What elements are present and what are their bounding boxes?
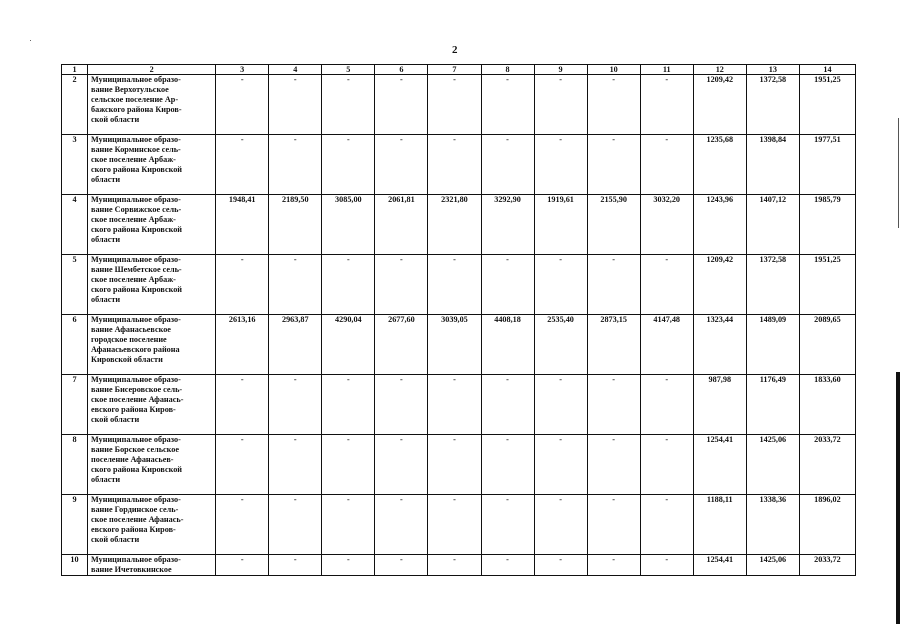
municipality-name-line: ского района Кировской	[91, 165, 183, 174]
column-number: 1	[62, 65, 88, 75]
row-number: 2	[62, 75, 88, 135]
row-number: 4	[62, 195, 88, 255]
municipality-name-line: ское поселение Афанась-	[91, 515, 184, 524]
municipality-name-line: области	[91, 175, 121, 184]
municipality-name	[88, 75, 216, 135]
column-number-row	[62, 65, 856, 75]
municipality-name-line: Муниципальное образо-	[91, 555, 181, 564]
value-cell: 2963,87	[269, 315, 322, 375]
value-cell: 1372,58	[746, 255, 799, 315]
municipality-name-line: вание Борское сельское	[91, 445, 180, 454]
value-cell: 2155,90	[587, 195, 640, 255]
value-cell: 3032,20	[640, 195, 693, 255]
value-cell: 2061,81	[375, 195, 428, 255]
value-cell: -	[216, 555, 269, 576]
value-cell: -	[481, 435, 534, 495]
value-cell: -	[587, 495, 640, 555]
value-cell: -	[640, 135, 693, 195]
municipality-name-line: вание Шембетское сель-	[91, 265, 182, 274]
value-cell: 1919,61	[534, 195, 587, 255]
value-cell: -	[375, 555, 428, 576]
row-number: 8	[62, 435, 88, 495]
value-cell: 2033,72	[799, 435, 855, 495]
value-cell: -	[375, 375, 428, 435]
value-cell: 2873,15	[587, 315, 640, 375]
municipality-name-line: вание Корминское сель-	[91, 145, 181, 154]
value-cell: 4147,48	[640, 315, 693, 375]
value-cell: -	[216, 255, 269, 315]
column-number: 12	[693, 65, 746, 75]
value-cell: 1425,06	[746, 435, 799, 495]
municipality-name-line: ской области	[91, 415, 140, 424]
municipality-name-line: вание Афанасьевское	[91, 325, 171, 334]
municipality-name-line: Муниципальное образо-	[91, 255, 181, 264]
value-cell: 3292,90	[481, 195, 534, 255]
value-cell: 1372,58	[746, 75, 799, 135]
municipality-name	[88, 135, 216, 195]
value-cell: 1985,79	[799, 195, 855, 255]
municipality-name-line: Афанасьевского района	[91, 345, 180, 354]
value-cell: -	[587, 435, 640, 495]
municipality-name	[88, 495, 216, 555]
municipality-name-line: городское поселение	[91, 335, 167, 344]
value-cell: 1323,44	[693, 315, 746, 375]
value-cell: -	[640, 555, 693, 576]
value-cell: 3085,00	[322, 195, 375, 255]
value-cell: -	[269, 375, 322, 435]
column-number: 6	[375, 65, 428, 75]
municipality-name-line: ское поселение Арбаж-	[91, 155, 176, 164]
value-cell: 2535,40	[534, 315, 587, 375]
value-cell: -	[640, 495, 693, 555]
value-cell: -	[428, 555, 481, 576]
table-row	[62, 315, 856, 375]
column-number: 7	[428, 65, 481, 75]
table-row	[62, 75, 856, 135]
value-cell: -	[375, 255, 428, 315]
municipality-name-line: ского района Кировской	[91, 225, 183, 234]
table-row	[62, 555, 856, 576]
value-cell: 1833,60	[799, 375, 855, 435]
value-cell: -	[322, 75, 375, 135]
row-number: 5	[62, 255, 88, 315]
municipality-name-line: ское поселение Арбаж-	[91, 215, 176, 224]
value-cell: 2089,65	[799, 315, 855, 375]
municipality-name-line: ского района Кировской	[91, 285, 183, 294]
value-cell: 1254,41	[693, 555, 746, 576]
value-cell: 1407,12	[746, 195, 799, 255]
value-cell: -	[640, 255, 693, 315]
value-cell: -	[322, 135, 375, 195]
table-row	[62, 195, 856, 255]
value-cell: 2613,16	[216, 315, 269, 375]
value-cell: -	[375, 495, 428, 555]
value-cell: -	[375, 75, 428, 135]
column-number: 2	[88, 65, 216, 75]
page-number: 2	[452, 44, 458, 56]
column-number: 10	[587, 65, 640, 75]
municipality-name-line: области	[91, 235, 121, 244]
column-number: 11	[640, 65, 693, 75]
municipality-name-line: сельское поселение Ар-	[91, 95, 179, 104]
municipality-name-line: вание Верхотульское	[91, 85, 169, 94]
value-cell: 1951,25	[799, 255, 855, 315]
value-cell: -	[534, 435, 587, 495]
value-cell: -	[428, 375, 481, 435]
scan-edge-mark	[898, 118, 899, 228]
row-number: 6	[62, 315, 88, 375]
municipality-name-line: вание Бисеровское сель-	[91, 385, 183, 394]
value-cell: 1254,41	[693, 435, 746, 495]
table-row	[62, 375, 856, 435]
value-cell: 1951,25	[799, 75, 855, 135]
value-cell: 1398,84	[746, 135, 799, 195]
municipality-name	[88, 255, 216, 315]
value-cell: -	[216, 75, 269, 135]
value-cell: -	[481, 75, 534, 135]
municipality-name-line: вание Гординское сель-	[91, 505, 179, 514]
municipality-name-line: ского района Кировской	[91, 465, 183, 474]
value-cell: 1896,02	[799, 495, 855, 555]
value-cell: -	[534, 75, 587, 135]
table-row	[62, 495, 856, 555]
column-number: 3	[216, 65, 269, 75]
municipality-name-line: ское поселение Афанась-	[91, 395, 184, 404]
municipality-name-line: вание Ичетовкинское	[91, 565, 172, 574]
value-cell: -	[322, 255, 375, 315]
value-cell: 1977,51	[799, 135, 855, 195]
row-number: 7	[62, 375, 88, 435]
row-number: 9	[62, 495, 88, 555]
value-cell: -	[534, 495, 587, 555]
municipality-name-line: ское поселение Арбаж-	[91, 275, 176, 284]
value-cell: -	[269, 435, 322, 495]
value-cell: 3039,05	[428, 315, 481, 375]
municipality-name	[88, 375, 216, 435]
value-cell: -	[428, 435, 481, 495]
value-cell: 1209,42	[693, 255, 746, 315]
column-number: 8	[481, 65, 534, 75]
value-cell: 1425,06	[746, 555, 799, 576]
table-row	[62, 135, 856, 195]
tariff-table	[61, 64, 856, 576]
value-cell: -	[481, 555, 534, 576]
value-cell: -	[534, 255, 587, 315]
municipality-name-line: евского района Киров-	[91, 405, 176, 414]
value-cell: -	[375, 135, 428, 195]
municipality-name-line: Муниципальное образо-	[91, 495, 181, 504]
scan-speck	[30, 40, 31, 41]
municipality-name-line: Муниципальное образо-	[91, 315, 181, 324]
value-cell: 1209,42	[693, 75, 746, 135]
municipality-name-line: поселение Афанасьев-	[91, 455, 174, 464]
column-number: 14	[799, 65, 855, 75]
value-cell: -	[428, 75, 481, 135]
municipality-name-line: области	[91, 295, 121, 304]
value-cell: -	[587, 75, 640, 135]
value-cell: -	[216, 435, 269, 495]
value-cell: 1176,49	[746, 375, 799, 435]
municipality-name-line: евского района Киров-	[91, 525, 176, 534]
scan-edge-bar	[896, 372, 900, 624]
value-cell: 2321,80	[428, 195, 481, 255]
value-cell: 1948,41	[216, 195, 269, 255]
municipality-name-line: вание Сорвижское сель-	[91, 205, 182, 214]
value-cell: -	[322, 555, 375, 576]
value-cell: -	[587, 555, 640, 576]
municipality-name	[88, 555, 216, 576]
value-cell: -	[534, 555, 587, 576]
value-cell: -	[587, 255, 640, 315]
value-cell: -	[375, 435, 428, 495]
column-number: 5	[322, 65, 375, 75]
value-cell: 4290,04	[322, 315, 375, 375]
table-row	[62, 255, 856, 315]
value-cell: -	[534, 135, 587, 195]
municipality-name-line: ской области	[91, 115, 140, 124]
municipality-name	[88, 315, 216, 375]
value-cell: 4408,18	[481, 315, 534, 375]
value-cell: -	[428, 495, 481, 555]
row-number: 3	[62, 135, 88, 195]
value-cell: -	[216, 495, 269, 555]
municipality-name-line: ской области	[91, 535, 140, 544]
value-cell: -	[587, 135, 640, 195]
value-cell: -	[481, 375, 534, 435]
value-cell: 1489,09	[746, 315, 799, 375]
municipality-name-line: Муниципальное образо-	[91, 435, 181, 444]
value-cell: -	[428, 255, 481, 315]
municipality-name	[88, 435, 216, 495]
value-cell: -	[269, 555, 322, 576]
value-cell: -	[587, 375, 640, 435]
municipality-name	[88, 195, 216, 255]
column-number: 4	[269, 65, 322, 75]
row-number: 10	[62, 555, 88, 576]
value-cell: -	[269, 495, 322, 555]
value-cell: 987,98	[693, 375, 746, 435]
municipality-name-line: области	[91, 475, 121, 484]
value-cell: 1188,11	[693, 495, 746, 555]
value-cell: -	[322, 375, 375, 435]
value-cell: -	[640, 375, 693, 435]
column-number: 13	[746, 65, 799, 75]
value-cell: 1235,68	[693, 135, 746, 195]
municipality-name-line: Муниципальное образо-	[91, 75, 181, 84]
value-cell: -	[322, 495, 375, 555]
value-cell: -	[269, 135, 322, 195]
table-row	[62, 435, 856, 495]
value-cell: -	[269, 75, 322, 135]
value-cell: -	[534, 375, 587, 435]
value-cell: -	[481, 255, 534, 315]
value-cell: -	[640, 75, 693, 135]
value-cell: -	[640, 435, 693, 495]
value-cell: 1243,96	[693, 195, 746, 255]
municipality-name-line: Кировской области	[91, 355, 163, 364]
column-number: 9	[534, 65, 587, 75]
value-cell: -	[269, 255, 322, 315]
municipality-name-line: Муниципальное образо-	[91, 375, 181, 384]
municipality-name-line: Муниципальное образо-	[91, 135, 181, 144]
municipality-name-line: бажского района Киров-	[91, 105, 182, 114]
value-cell: 1338,36	[746, 495, 799, 555]
value-cell: -	[428, 135, 481, 195]
value-cell: -	[216, 135, 269, 195]
value-cell: 2189,50	[269, 195, 322, 255]
value-cell: -	[481, 135, 534, 195]
municipality-name-line: Муниципальное образо-	[91, 195, 181, 204]
value-cell: -	[481, 495, 534, 555]
value-cell: 2033,72	[799, 555, 855, 576]
value-cell: 2677,60	[375, 315, 428, 375]
value-cell: -	[322, 435, 375, 495]
value-cell: -	[216, 375, 269, 435]
